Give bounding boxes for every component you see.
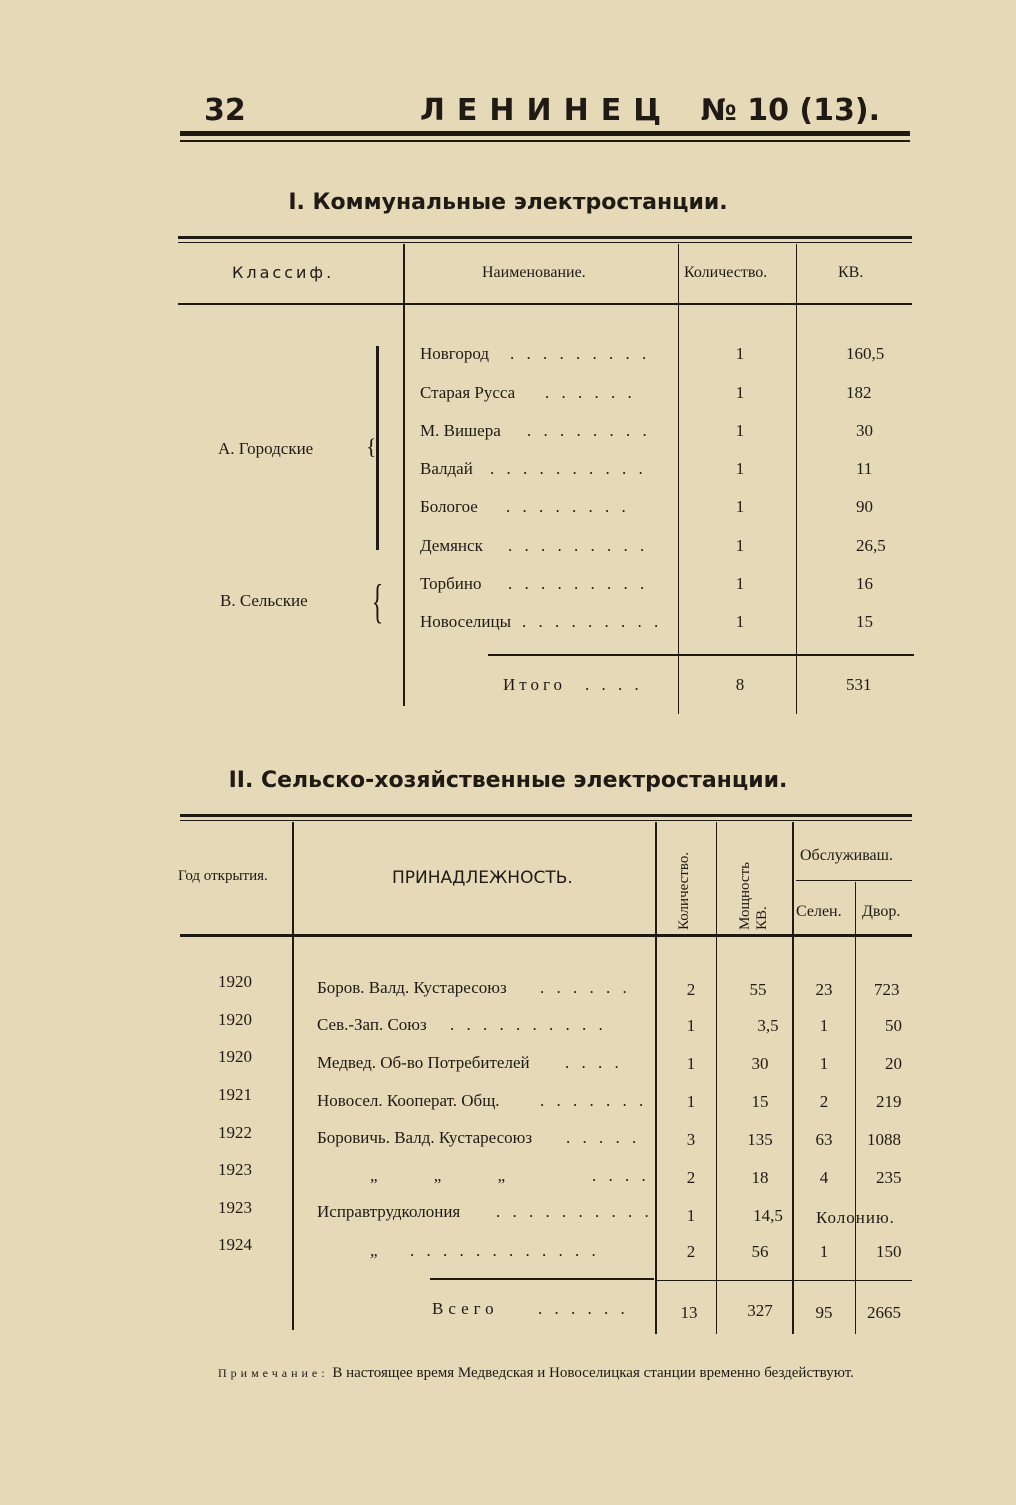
year: 1920	[218, 1047, 252, 1066]
yards: 235	[876, 1168, 902, 1187]
leader-dots: . . . . . . . . . .	[450, 1015, 607, 1034]
station-count: 1	[735, 344, 745, 363]
station-kw: 30	[856, 421, 873, 440]
section2-title: II. Сельско-хозяйственные электростанции.	[228, 768, 788, 793]
count: 1	[686, 1206, 696, 1225]
station-count: 1	[735, 536, 745, 555]
table1-col-divider	[796, 244, 797, 714]
count: 2	[686, 1168, 696, 1187]
count: 1	[686, 1054, 696, 1073]
group-rural: В. Сельские	[220, 591, 308, 610]
villages: 1	[819, 1054, 829, 1073]
col-header-power: Мощность КВ.	[737, 862, 770, 930]
station-name: М. Вишера	[420, 421, 501, 440]
power: 3,5	[757, 1016, 779, 1035]
leader-dots: . . . . . .	[540, 978, 631, 997]
table2-served-rule	[796, 880, 912, 881]
station-kw: 16	[856, 574, 873, 593]
col-header-served: Обслуживаш.	[800, 847, 893, 864]
power: 55	[749, 980, 767, 999]
total-count: 13	[680, 1303, 698, 1322]
owner: Боров. Валд. Кустаресоюз	[317, 978, 507, 997]
villages: 23	[815, 980, 833, 999]
footnote-text: В настоящее время Медведская и Новоселицкая станции временно бездействуют.	[332, 1365, 854, 1381]
station-count: 1	[735, 421, 745, 440]
page-number: 32	[204, 93, 246, 128]
station-count: 1	[735, 574, 745, 593]
total-label: Всего	[432, 1299, 499, 1318]
station-count: 1	[735, 383, 745, 402]
station-kw: 11	[856, 459, 873, 478]
station-name: Торбино	[420, 574, 482, 593]
station-kw: 90	[856, 497, 873, 516]
count: 1	[686, 1016, 696, 1035]
leader-dots: . . . . . . . .	[506, 497, 630, 516]
count: 2	[686, 1242, 696, 1261]
table2-col-divider	[855, 882, 856, 1334]
yards: 50	[885, 1016, 902, 1035]
leader-dots: . . . . . . . . . . . .	[410, 1241, 600, 1260]
yards: 723	[874, 980, 900, 999]
power: 18	[751, 1168, 769, 1187]
station-name: Валдай	[420, 459, 473, 478]
owner: Медвед. Об-во Потребителей	[317, 1053, 530, 1072]
year: 1920	[218, 1010, 252, 1029]
footnote	[218, 1364, 918, 1382]
station-name: Бологое	[420, 497, 478, 516]
table2-col-divider	[655, 822, 657, 1334]
owner: Боровичь. Валд. Кустаресоюз	[317, 1128, 533, 1147]
issue-number: № 10 (13).	[700, 93, 880, 128]
col-header-yards: Двор.	[862, 903, 901, 920]
leader-dots: . . . . . . . . .	[508, 574, 649, 593]
year: 1924	[218, 1235, 252, 1254]
year: 1922	[218, 1123, 252, 1142]
brace-urban-point: {	[366, 434, 377, 459]
station-kw: 160,5	[846, 344, 885, 363]
owner: Сев.-Зап. Союз	[317, 1015, 427, 1034]
group-urban: А. Городские	[218, 439, 314, 458]
table2-total-rule	[656, 1280, 912, 1281]
leader-dots: . . . . . . . .	[527, 421, 651, 440]
villages: 1	[819, 1016, 829, 1035]
col-header-owner: ПРИНАДЛЕЖНОСТЬ.	[392, 868, 573, 888]
table2-total-rule	[430, 1278, 654, 1280]
leader-dots: . . . .	[565, 1053, 623, 1072]
col-header-class: Классиф.	[232, 263, 335, 282]
leader-dots: . . . . . . . . . .	[490, 459, 647, 478]
power: 30	[751, 1054, 769, 1073]
leader-dots: . . . . . . . . .	[522, 612, 663, 631]
villages: 4	[819, 1168, 829, 1187]
table2-col-divider	[716, 822, 717, 1334]
table1-total-rule	[488, 654, 914, 656]
total-kw: 531	[846, 675, 872, 694]
leader-dots: . . . . . . . . . .	[496, 1202, 653, 1221]
col-header-count: Количество.	[684, 264, 768, 281]
table1-top-rule-thin	[178, 242, 912, 243]
station-name: Демянск	[420, 536, 483, 555]
table1-header-rule	[178, 303, 912, 305]
villages: 2	[819, 1092, 829, 1111]
col-header-villages: Селен.	[796, 903, 842, 920]
brace-rural: {	[371, 575, 384, 628]
owner: „	[370, 1241, 378, 1260]
yards: 20	[885, 1054, 902, 1073]
station-count: 1	[735, 497, 745, 516]
col-header-name: Наименование.	[482, 264, 586, 281]
year: 1923	[218, 1160, 252, 1179]
header-rule-thin	[180, 140, 910, 142]
power: 14,5	[753, 1206, 783, 1225]
leader-dots: . . . . .	[566, 1128, 641, 1147]
station-name: Новоселицы	[420, 612, 512, 631]
table2-top-rule	[180, 814, 912, 817]
station-kw: 15	[856, 612, 873, 631]
count: 3	[686, 1130, 696, 1149]
yards: 150	[876, 1242, 902, 1261]
owner: „ „ „	[370, 1166, 506, 1185]
year: 1923	[218, 1198, 252, 1217]
total-villages: 95	[815, 1303, 833, 1322]
table2-col-divider	[292, 822, 294, 1330]
station-count: 1	[735, 612, 745, 631]
station-name: Старая Русса	[420, 383, 516, 402]
table2-top-rule-thin	[180, 820, 912, 821]
total-power: 327	[747, 1301, 773, 1320]
yards: 219	[876, 1092, 902, 1111]
count: 1	[686, 1092, 696, 1111]
leader-dots: . . . .	[585, 675, 643, 694]
leader-dots: . . . . . . . . .	[508, 536, 649, 555]
leader-dots: . . . . . .	[545, 383, 636, 402]
col-header-year: Год открытия.	[178, 868, 268, 884]
journal-title: ЛЕНИНЕЦ	[420, 93, 674, 128]
station-name: Новгород	[420, 344, 490, 363]
table1-col-divider	[678, 244, 679, 714]
owner: Новосел. Кооперат. Общ.	[317, 1091, 500, 1110]
col-header-kw: КВ.	[838, 264, 864, 281]
year: 1921	[218, 1085, 252, 1104]
power: 56	[751, 1242, 769, 1261]
year: 1920	[218, 972, 252, 991]
owner: Исправтрудколония	[317, 1202, 461, 1221]
footnote-lead: Примечание:	[218, 1366, 329, 1380]
station-count: 1	[735, 459, 745, 478]
total-count: 8	[735, 675, 745, 694]
leader-dots: . . . .	[592, 1166, 650, 1185]
table2-header-rule	[180, 934, 912, 937]
table1-col-divider	[403, 244, 405, 706]
total-yards: 2665	[867, 1303, 901, 1322]
villages: 1	[819, 1242, 829, 1261]
leader-dots: . . . . . . . . .	[510, 344, 651, 363]
yards: 1088	[867, 1130, 901, 1149]
villages: Колонию.	[816, 1208, 895, 1227]
leader-dots: . . . . . . .	[540, 1091, 648, 1110]
total-label: Итого	[503, 675, 567, 694]
section1-title: I. Коммунальные электростанции.	[288, 190, 728, 215]
table2-col-divider	[792, 822, 794, 1334]
table1-top-rule	[178, 236, 912, 239]
station-kw: 182	[846, 383, 872, 402]
header-rule-thick	[180, 131, 910, 136]
villages: 63	[815, 1130, 833, 1149]
power: 135	[747, 1130, 773, 1149]
col-header-count: Количество.	[676, 851, 692, 930]
station-kw: 26,5	[856, 536, 886, 555]
count: 2	[686, 980, 696, 999]
power: 15	[751, 1092, 769, 1111]
leader-dots: . . . . . .	[538, 1299, 629, 1318]
